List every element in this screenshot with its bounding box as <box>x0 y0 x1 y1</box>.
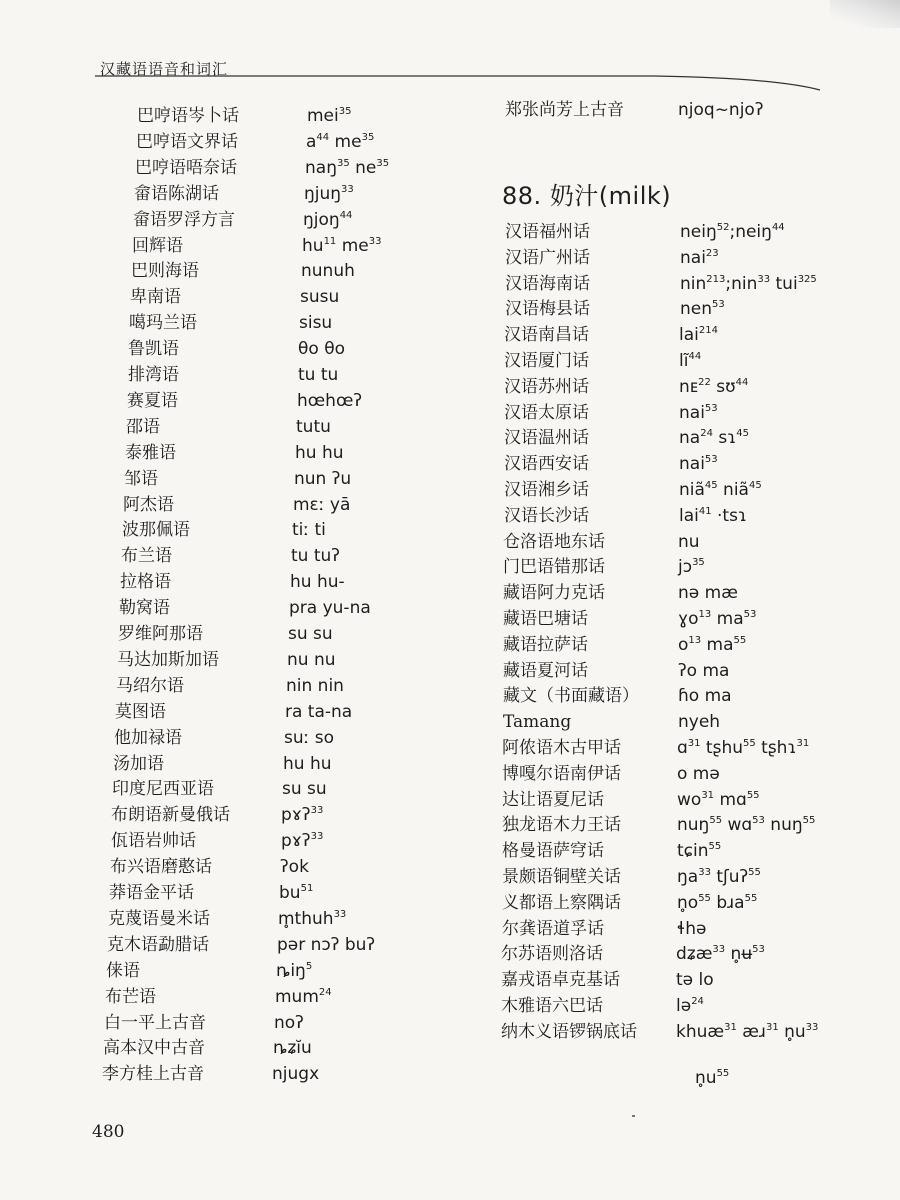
language-name: 畲语罗浮方言 <box>133 209 235 230</box>
language-name: 巴则海语 <box>131 261 199 282</box>
word-form: nen$^{53}$ <box>680 299 725 320</box>
word-form: noʔ <box>274 1012 304 1033</box>
word-form: njoq~njoʔ <box>678 100 764 120</box>
right-entry-row <box>0 504 900 528</box>
language-name: 马绍尔语 <box>116 675 184 696</box>
language-name: 藏语阿力克话 <box>503 583 605 604</box>
language-name: 义都语上察隅话 <box>502 892 621 913</box>
word-form: tiː ti <box>292 520 326 541</box>
word-form: nun ʔu <box>294 468 352 489</box>
word-form: hu hu <box>295 442 344 463</box>
page-corner-shadow <box>830 0 900 28</box>
right-entry-row <box>0 452 900 476</box>
language-name: 郑张尚芳上古音 <box>505 100 624 120</box>
word-form: ȵʑĭu <box>273 1038 312 1059</box>
right-entry-row <box>0 555 900 579</box>
word-form: hu hu- <box>290 572 345 593</box>
word-form: o mə <box>677 763 720 784</box>
language-name: 巴哼语岑卜话 <box>137 106 239 126</box>
word-form: suː so <box>284 727 335 748</box>
word-form: nin nin <box>286 675 344 696</box>
word-form-continuation: $n̥u^{55}$ <box>695 1068 730 1088</box>
language-name: 汉语长沙话 <box>504 505 589 526</box>
right-entry-row <box>0 375 900 399</box>
language-name: 佤语岩帅话 <box>111 831 196 852</box>
language-name: 泰雅语 <box>125 442 176 463</box>
right-entry-row <box>0 272 900 296</box>
section-title: 奶汁(milk) <box>549 182 672 210</box>
right-entry-row <box>0 349 900 373</box>
running-head: 汉藏语语音和词汇 <box>100 60 229 78</box>
word-form: nai$^{53}$ <box>679 454 718 475</box>
language-name: 印度尼西亚语 <box>112 779 214 800</box>
word-form: ŋjoŋ$^{44}$ <box>303 209 353 230</box>
language-name: 汉语南昌话 <box>504 325 589 346</box>
word-form: $wo^{31}$ mɑ$^{55}$ <box>677 789 760 810</box>
word-form: pɤʔ$^{33}$ <box>281 805 324 826</box>
language-name: 汤加语 <box>113 753 164 774</box>
word-form: $na^{24}$ sɿ$^{45}$ <box>679 428 749 449</box>
language-name: Tamang <box>503 712 572 733</box>
right-entry-row <box>0 581 900 605</box>
word-form: $bu^{51}$ <box>279 883 314 903</box>
word-form: niã$^{45}$ niã$^{45}$ <box>679 480 762 500</box>
word-form: $a^{44}$ $me^{35}$ <box>306 131 375 152</box>
word-form: nuŋ$^{55}$ wɑ$^{53}$ nuŋ$^{55}$ <box>677 815 816 836</box>
right-entry-row <box>0 813 900 837</box>
language-name: 俫语 <box>106 960 140 981</box>
word-form: nai$^{53}$ <box>679 402 718 423</box>
word-form: pər nɔʔ buʔ <box>277 934 376 955</box>
right-entry-row <box>0 917 900 941</box>
word-form: lai$^{214}$ <box>679 325 718 346</box>
language-name: 汉语梅县话 <box>505 299 590 320</box>
word-form: su su <box>288 624 333 644</box>
right-entry-row <box>0 530 900 554</box>
language-name: 回辉语 <box>132 235 183 256</box>
language-name: 汉语湘乡话 <box>504 480 589 500</box>
word-form: ɬhə <box>677 918 707 939</box>
language-name: 畲语陈湖话 <box>134 183 219 204</box>
language-name: 噶玛兰语 <box>129 313 197 334</box>
language-name: 拉格语 <box>120 572 171 593</box>
word-form: nu <box>678 531 700 552</box>
language-name: 布兴语磨憨话 <box>110 857 212 878</box>
right-entry-row <box>0 684 900 708</box>
right-entry-row <box>0 762 900 786</box>
language-name: 达让语夏尼话 <box>502 789 604 810</box>
language-name: 邵语 <box>126 416 160 437</box>
right-entry-row <box>0 839 900 863</box>
right-entry-row <box>0 736 900 760</box>
word-form: hœhœʔ <box>297 390 363 411</box>
word-form: mum$^{24}$ <box>275 986 332 1007</box>
language-name: 鲁凯语 <box>128 339 179 360</box>
language-name: 排湾语 <box>128 365 179 385</box>
right-entry-row <box>0 220 900 244</box>
language-name: 藏文（书面藏语） <box>503 686 639 707</box>
language-name: 阿侬语木古甲话 <box>502 738 621 758</box>
language-name: 汉语厦门话 <box>504 351 589 371</box>
right-entry-row <box>0 891 900 915</box>
word-form: mei$^{35}$ <box>307 106 352 126</box>
right-entry-row <box>0 401 900 425</box>
word-form: $n̥o^{55}$ bɹa$^{55}$ <box>677 892 758 913</box>
word-form: neiŋ$^{52}$;neiŋ$^{44}$ <box>680 222 785 242</box>
word-form: hu hu <box>283 753 332 774</box>
language-name: 纳木义语锣锅底话 <box>501 1021 637 1042</box>
word-form: ɣo$^{13}$ $ma^{53}$ <box>678 609 757 629</box>
word-form: susu <box>300 287 340 308</box>
language-name: 门巴语错那话 <box>503 557 605 578</box>
section-heading <box>502 176 671 211</box>
word-form: $lĩ^{44}$ <box>679 351 702 371</box>
word-form: lə$^{24}$ <box>676 996 704 1016</box>
word-form: $ŋa^{33}$ tʃuʔ$^{55}$ <box>677 867 761 887</box>
language-name: 汉语苏州话 <box>504 376 589 397</box>
language-name: 李方桂上古音 <box>102 1064 204 1085</box>
word-form: su su <box>282 779 327 800</box>
language-name: 藏语巴塘话 <box>503 609 588 629</box>
right-entry-row <box>0 994 900 1018</box>
word-form: sisu <box>299 313 333 334</box>
language-name: 嘉戎语卓克基话 <box>501 970 620 991</box>
language-name: 汉语福州话 <box>505 222 590 242</box>
word-form: ȵiŋ$^5$ <box>276 960 313 981</box>
word-form: tu tuʔ <box>291 546 340 567</box>
word-form: nin$^{213}$;nin$^{33}$ tui$^{325}$ <box>680 273 817 294</box>
language-name: 汉语温州话 <box>504 428 589 449</box>
word-form: θo θo <box>298 339 346 360</box>
word-form: ɑ$^{31}$ tʂhu$^{55}$ tʂhɿ$^{31}$ <box>677 738 810 758</box>
word-form: nai$^{23}$ <box>680 247 719 268</box>
left-entry-row <box>0 156 500 180</box>
language-name: 高本汉中古音 <box>103 1038 205 1059</box>
right-top-entry <box>0 98 900 122</box>
word-form: nu nu <box>287 649 336 670</box>
language-name: 巴哼语文界话 <box>136 131 238 152</box>
right-entry-row <box>0 968 900 992</box>
word-form: tu tu <box>298 365 339 385</box>
language-name: 他加禄语 <box>114 727 182 748</box>
right-entry-row <box>0 659 900 683</box>
word-form: ŋjuŋ$^{33}$ <box>304 183 354 204</box>
right-entry-row <box>0 788 900 812</box>
right-entry-row <box>0 710 900 734</box>
word-form: jɔ$^{35}$ <box>678 557 705 578</box>
word-form: ʔo ma <box>678 660 730 681</box>
right-entry-row <box>0 1020 900 1044</box>
language-name: 波那佩语 <box>122 520 190 541</box>
word-form: tutu <box>296 416 331 437</box>
word-form: khuæ$^{31}$ æɹ$^{31}$ $n̥u^{33}$ <box>676 1021 819 1042</box>
word-form: $o^{13}$ $ma^{55}$ <box>678 634 747 655</box>
word-form: tɕin$^{55}$ <box>677 841 722 862</box>
language-name: 邹语 <box>124 468 158 489</box>
language-name: 格曼语萨穹话 <box>502 841 604 862</box>
language-name: 卑南语 <box>130 287 181 308</box>
word-form: lai$^{41}$ ·tsɿ <box>679 505 747 526</box>
word-form: pɤʔ$^{33}$ <box>281 831 324 852</box>
language-name: 汉语广州话 <box>505 247 590 268</box>
language-name: 博嘎尔语南伊话 <box>502 763 621 784</box>
language-name: 赛夏语 <box>127 390 178 411</box>
right-entry-row <box>0 865 900 889</box>
word-form: ʔok <box>280 857 309 878</box>
language-name: 汉语西安话 <box>504 454 589 475</box>
right-entry-row <box>0 942 900 966</box>
language-name: 尔苏语则洛话 <box>501 944 603 965</box>
word-form: dʑæ$^{33}$ n̥ʉ$^{53}$ <box>676 944 765 965</box>
language-name: 布兰语 <box>121 546 172 567</box>
language-name: 景颇语铜壁关话 <box>502 867 621 887</box>
language-name: 马达加斯加语 <box>117 649 219 670</box>
word-form: ɦo ma <box>678 686 732 707</box>
word-form: mɛː yā <box>293 494 351 515</box>
language-name: 布芒语 <box>105 986 156 1007</box>
right-continuation-line <box>0 1066 900 1090</box>
language-name: 克蔑语曼米话 <box>108 908 210 929</box>
language-name: 汉语海南话 <box>505 273 590 294</box>
left-entry-row <box>0 182 500 206</box>
right-entry-row <box>0 323 900 347</box>
word-form: njugx <box>272 1064 320 1085</box>
word-form: pra yu-na <box>289 598 371 619</box>
language-name: 仓洛语地东话 <box>503 531 605 552</box>
word-form: ra ta-na <box>285 701 353 722</box>
header-rule <box>95 74 825 94</box>
right-entry-row <box>0 607 900 631</box>
word-form: tə lo <box>676 970 714 991</box>
word-form: m̥thuh$^{33}$ <box>278 908 347 929</box>
language-name: 独龙语木力王话 <box>502 815 621 836</box>
language-name: 阿杰语 <box>123 494 174 515</box>
right-entry-row <box>0 633 900 657</box>
section-number: 88. <box>502 182 542 210</box>
language-name: 尔龚语道孚话 <box>502 918 604 939</box>
word-form: nunuh <box>301 261 355 282</box>
language-name: 克木语勐腊话 <box>107 934 209 955</box>
word-form: nyeh <box>678 712 721 733</box>
language-name: 藏语拉萨话 <box>503 634 588 655</box>
word-form: nə mæ <box>678 583 738 604</box>
language-name: 勒窝语 <box>119 598 170 619</box>
right-entry-row <box>0 426 900 450</box>
word-form: $hu^{11}$ $me^{33}$ <box>302 235 382 256</box>
right-entry-row <box>0 478 900 502</box>
language-name: 巴哼语唔奈话 <box>135 157 237 178</box>
print-speck <box>632 1115 635 1117</box>
word-form: naŋ$^{35}$ $ne^{35}$ <box>305 157 390 178</box>
page-number: 480 <box>92 1122 125 1142</box>
right-entry-row <box>0 297 900 321</box>
language-name: 藏语夏河话 <box>503 660 588 681</box>
language-name: 白一平上古音 <box>104 1012 206 1033</box>
language-name: 汉语太原话 <box>504 402 589 423</box>
language-name: 莫图语 <box>115 701 166 722</box>
language-name: 莽语金平话 <box>109 883 194 903</box>
language-name: 罗维阿那语 <box>118 624 203 644</box>
language-name: 布朗语新曼俄话 <box>111 805 230 826</box>
word-form: nᴇ$^{22}$ sʊ$^{44}$ <box>679 376 749 397</box>
left-entry-row <box>0 130 500 154</box>
right-entry-row <box>0 246 900 270</box>
language-name: 木雅语六巴话 <box>501 996 603 1016</box>
